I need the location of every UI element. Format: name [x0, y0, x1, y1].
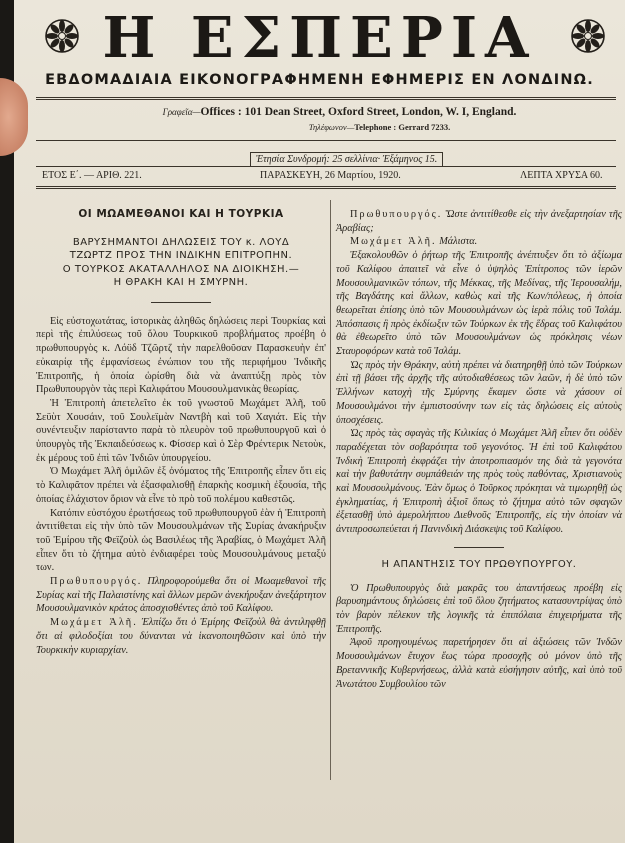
masthead-rule-top-thin [36, 99, 616, 100]
offices-prefix: Γραφεῖα— [162, 107, 201, 117]
right-column [336, 208, 622, 691]
dialog-text: Πληροφορούμεθα ὅτι οἱ Μωαμεθανοὶ τῆς Συρίας καὶ τῆς Παλαιστίνης καὶ ἄλλων μερῶν ἀνεκήρυξαν ἀνεξάρτητον Μουσουλμανικὸν κράτος ἀποσχισθέντες ἀπὸ τοῦ Καλίφου. [36, 576, 326, 615]
subhead-line: Η ΘΡΑΚΗ ΚΑΙ Η ΣΜΥΡΝΗ. [113, 277, 249, 289]
masthead-title: Η ΕΣΠΕΡΙΑ [102, 5, 537, 71]
subhead-line: ΒΑΡΥΣΗΜΑΝΤΟΙ ΔΗΛΩΣΕΙΣ ΤΟΥ κ. ΛΟΥΔ [72, 236, 290, 248]
dateline [38, 168, 612, 184]
section-headline: Η ΑΠΑΝΤΗΣΙΣ ΤΟΥ ΠΡΩΘΥΠΟΥΡΓΟΥ. [381, 558, 577, 570]
masthead-rule-top [36, 97, 616, 98]
paragraph: Ὡς πρὸς τὴν Θράκην, αὐτὴ πρέπει νὰ διατηρηθῇ ὑπὸ τῶν Τούρκων ἐπὶ τῇ βάσει τῆς ἀρχῆς τῆς αὐτοδιαθέσεως τῶν λαῶν, ἡ δὲ ὑπὸ τῶν Ἑλλήνων κατοχὴ τῆς Σμύρνης ἔκαμεν ὥστε νὰ χάσουν οἱ Μουσουλμάνοι τὴν ἐμπιστοσύνην των εἰς τὰς δηλώσεις εἰς αὐτοὺς ὑποσχέσεις. [336, 359, 622, 426]
paragraph: Κατόπιν εὐστόχου ἐρωτήσεως τοῦ πρωθυπουργοῦ ἐὰν ἡ Ἐπιτροπὴ ἀντιτίθεται εἰς τὴν ὑπὸ τῶν Μουσουλμάνων τῆς Συρίας ἀνακήρυξιν τοῦ Ἐμίρου τῆς Φεϊζοὺλ ὡς Βασιλέως τῆς Ἀραβίας, ὁ Μωχάμετ Ἀλῆ εἶπεν ὅτι τὸ ζήτημα αὐτὸ ἐνδιαφέρει τοὺς Μουσουλμάνους μεταξύ των. [36, 507, 326, 574]
subhead-line: ΤΖΩΡΤΖ ΠΡΟΣ ΤΗΝ ΙΝΔΙΚΗΝ ΕΠΙΤΡΟΠΗΝ. [69, 250, 293, 262]
issue-price: ΛΕΠΤΑ ΧΡΥΣΑ 60. [520, 170, 603, 181]
issue-date: ΠΑΡΑΣΚΕΥΗ, 26 Μαρτίου, 1920. [260, 170, 401, 181]
dialog-text: Μάλιστα. [439, 236, 478, 248]
paragraph: Ὡς πρὸς τὰς σφαγὰς τῆς Κιλικίας ὁ Μωχάμετ Ἀλῆ εἶπεν ὅτι οὐδὲν παραδέχεται τὸν σοβαρότητα τοῦ γεγονότος. Ἡ ἐπὶ τοῦ Καλιφάτου Ἰνδικὴ Ἐπιτροπὴ ἐκφράζει τὴν ἀποτροπιασμόν της διὰ τὰ γεγονότα καὶ τὴν βαθυτάτην συμπάθειάν της πρὸς τοὺς παθόντας, Χριστιανοὺς καὶ Μουσουλμάνους. Ἐὰν ὅμως ὁ Τοῦρκος πρόκηται νὰ τιμωρηθῇ ὡς ἐγκληματίας, ἡ Ἐπιτροπὴ ἀξιοῖ ὅπως τὸ ζήτημα αὐτὸ τῶν σφαγῶν ἐξετασθῇ ὑπὸ ἀμερολήπτου Διεθνοῦς Ἐπιτροπῆς, εἰς τὴν ὁποίαν νὰ ἀντιπροσωπεύεται ἡ Πανινδικὴ Διάσκεψις τοῦ Καλίφου. [336, 428, 622, 536]
newspaper-page [14, 0, 625, 843]
speaker-label: Μωχάμετ Ἀλῆ. [350, 236, 437, 248]
speaker-label: Μωχάμετ Ἀλῆ. [50, 617, 138, 629]
dialog-paragraph [36, 575, 326, 616]
telephone-line [74, 122, 625, 132]
offices-line [34, 106, 625, 118]
speaker-label: Πρωθυπουργός. [350, 209, 443, 220]
speaker-label: Πρωθυπουργός. [50, 576, 143, 588]
paragraph: Ὁ Πρωθυπουργὸς διὰ μακρᾶς του ἀπαντήσεως προέβη εἰς βαρυσημάντους δηλώσεις ἐπὶ τοῦ ὅλου ζητήματος κατασυντρίψας ὑπὸ τὸν βαρὺν πέλεκυν τῆς λογικῆς τὰ ἐπιπόλαια ἐπιχειρήματα τῆς Ἐπιτροπῆς. [336, 582, 622, 635]
dialog-paragraph [336, 235, 622, 249]
dialog-paragraph [36, 616, 326, 657]
paragraph: Ὁ Μωχάμετ Ἀλῆ ὁμιλῶν ἐξ ὀνόματος τῆς Ἐπιτροπῆς εἶπεν ὅτι εἰς τὸ Καλιφᾶτον πρέπει νὰ ἐξασφαλισθῇ ἐπαρκὴς κοσμικὴ ἐξουσία, τῆς ὁποίας ἐλάχιστον ὅριον νὰ εἶνε τὸ πρὸ τοῦ πολέμου καθεστῶς. [36, 466, 326, 505]
paragraph: Ἀφοῦ προηγουμένως παρετήρησεν ὅτι αἱ ἀξιώσεις τῶν Ἰνδῶν Μουσουλμάνων ἔτυχον ἕως τώρα προσοχῆς οὐ μόνον ὑπὸ τῆς Βρεταννικῆς Κυβερνήσεως, ἀλλὰ κατὰ εὐσήγησιν αὐτῆς, καὶ ὑπὸ τοῦ Ἀνωτάτου Συμβουλίου τῶν [336, 637, 622, 690]
article-headline: ΟΙ ΜΩΑΜΕΘΑΝΟΙ ΚΑΙ Η ΤΟΥΡΚΙΑ [78, 208, 284, 220]
separator-rule [454, 547, 504, 548]
issue-number: ΕΤΟΣ Ε΄. — ΑΡΙΘ. 221. [42, 170, 142, 181]
subhead-line: Ο ΤΟΥΡΚΟΣ ΑΚΑΤΑΛΛΗΛΟΣ ΝΑ ΔΙΟΙΚΗΣΗ.— [62, 263, 300, 275]
telephone-prefix: Τηλέφωνον— [308, 122, 355, 132]
dateline-rule-bottom [36, 186, 616, 187]
column-divider [330, 200, 331, 780]
paragraph: Εἰς εὐστοχωτάτας, ἱστορικὰς ἀληθῶς δηλώσεις περὶ Τουρκίας καὶ περὶ τῆς ἐπιλύσεως τοῦ ὅλου Τουρκικοῦ προβλήματος προέβη ὁ πρωθυπουργὸς κ. Λόϋδ Τζῶρτζ τὴν παρελθοῦσαν Παρασκευὴν ἐπ' εὐκαιρίᾳ τῆς ἐμφανίσεως ἐνώπιον του τῆς περιφήμου Ἰνδικῆς Ἐπιτροπῆς, ἡ ὁποία ὡρίσθη διὰ νὰ ἀναπτύξῃ πρὸς τὸν Πρωθυπουργὸν τὰς περὶ Καλιφάτου Μουσουλμανικὰς θεωρίας. [36, 315, 326, 396]
dialog-text: Ἐλπίζω ὅτι ὁ Ἐμίρης Φεϊζοὺλ θὰ ἀντιληφθῇ ὅτι αἱ φιλοδοξίαι του δύνανται νὰ ἱκανοποιηθῶσιν καὶ ὑπὸ τὴν Τουρκικὴν κυριαρχίαν. [36, 617, 326, 656]
masthead-subtitle: ΕΒΔΟΜΑΔΙΑΙΑ ΕΙΚΟΝΟΓΡΑΦΗΜΕΝΗ ΕΦΗΜΕΡΙΣ ΕΝ ΛΟΝΔΙΝΩ. [45, 72, 594, 88]
dateline-rule-top [36, 166, 616, 167]
dateline-rule-bottom-thin [36, 188, 616, 189]
article-subhead [36, 236, 326, 290]
dialog-paragraph [336, 208, 622, 235]
offices-rule [36, 140, 616, 141]
subscription-box: Ἐτησία Συνδρομή: 25 σελλίνια· Ἐξάμηνος 15. [250, 152, 443, 167]
left-column [36, 208, 326, 657]
paragraph: Ἡ Ἐπιτροπὴ ἀπετελεῖτο ἐκ τοῦ γνωστοῦ Μωχάμετ Ἀλῆ, τοῦ Σεϋὺτ Χουσάιν, τοῦ Σουλεϊμὰν Ναντβὴ καὶ τοῦ Χαγιάτ. Εἰς τὴν συνέντευξιν παρίσταντο παρὰ τὸ πλευρὸν τοῦ πρωθυπουργοῦ καὶ ὁ ὑπουργὸς τῆς Ἐκπαιδεύσεως κ. Φίσσερ καὶ ὁ Σὲρ Φρέντερικ Νετοὺκ, ἐκ μέρους τοῦ ἐπὶ τῶν Ἰνδιῶν ὑπουργείου. [36, 397, 326, 464]
dialog-text: Ὥστε ἀντιτίθεσθε εἰς τὴν ἀνεξαρτησίαν τῆς Ἀραβίας; [336, 209, 622, 234]
telephone-number: Telephone : Gerrard 7233. [354, 122, 451, 132]
separator-rule [151, 302, 211, 303]
paragraph: Ἐξακολουθῶν ὁ ῥήτωρ τῆς Ἐπιτροπῆς ἀνέπτυξεν ὅτι τὸ ἀξίωμα τοῦ Καλίφου ἀπαιτεῖ νὰ εἶνε ὁ ὑψηλὸς Ἐπίτροπος τῶν ἱερῶν Μουσουλμανικῶν τόπων, τῆς Μέκκας, τῆς Μεδίνας, τῆς Ἱερουσαλήμ, τῆς Βαγδάτης καὶ ἄλλων, καθὼς καὶ τῆς Κων/πόλεως, ἡ ὁποία θεωρεῖται ἐπίσης ὑπὸ τῶν Μουσουλμάνων ὡς ἱερὰ πόλις τοῦ Ἰσλάμ. Ἀπόσπασις ἢ πρὸς ἐκδίωξιν τῶν Τούρκων ἐκ τῆς ἕδρας τοῦ Καλιφάτου θὰ ἐθεωρεῖτο ὑπὸ τῶν Μουσουλμάνων ὡς πρόκλησις νέων Σταυροφόρων κατὰ τοῦ Ἰσλάμ. [336, 250, 622, 358]
offices-address: Offices : 101 Dean Street, Oxford Street, London, W. I, England. [200, 106, 517, 118]
